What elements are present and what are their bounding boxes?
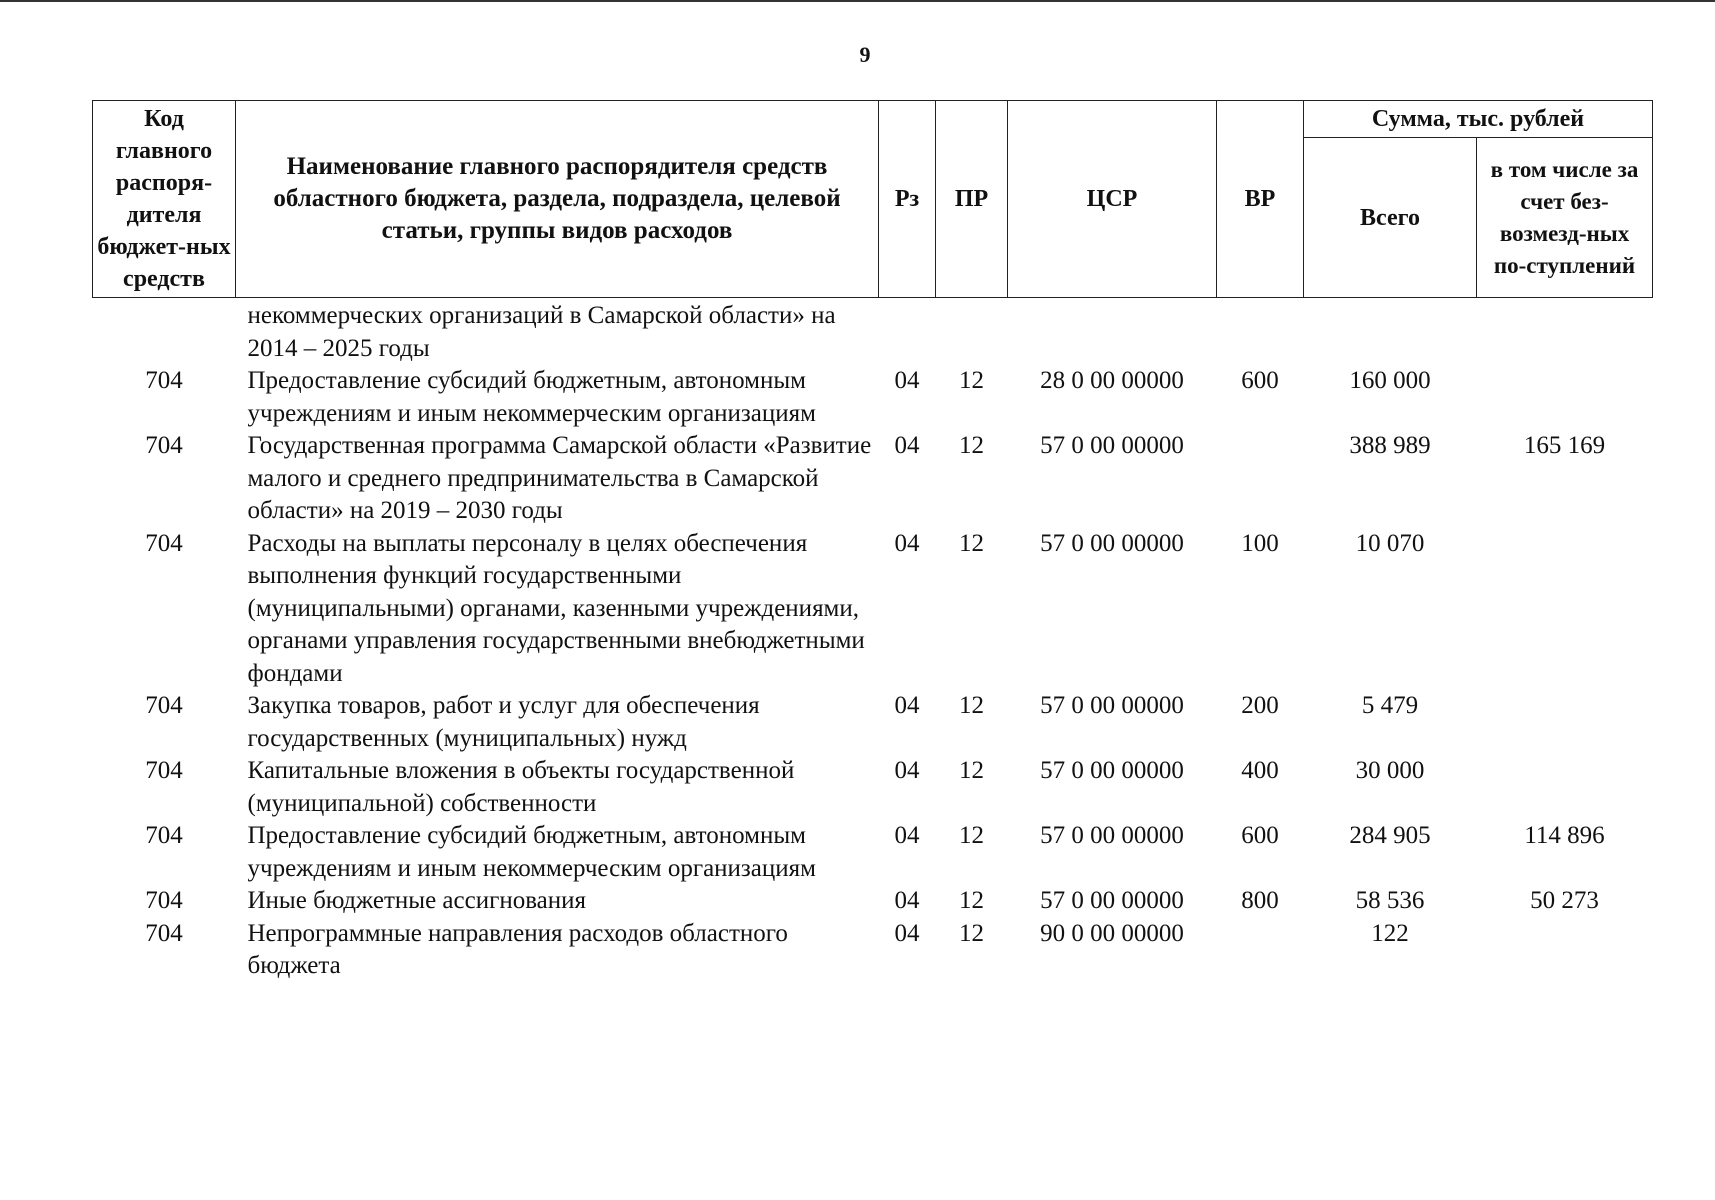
header-name: Наименование главного распорядителя средств областного бюджета, раздела, подраздела, целевой статьи, группы видов расходов xyxy=(236,101,879,298)
cell-pr: 12 xyxy=(959,367,984,394)
cell-free: 165 169 xyxy=(1523,432,1606,459)
budget-table xyxy=(92,100,1653,983)
cell-vr xyxy=(1217,430,1304,528)
header-csr: ЦСР xyxy=(1008,101,1217,298)
cell-rz: 04 xyxy=(894,367,920,394)
cell-total: 388 989 xyxy=(1349,432,1431,459)
cell-rz: 04 xyxy=(894,919,920,947)
table-row xyxy=(93,820,1653,885)
cell-code: 704 xyxy=(145,887,183,914)
table-row xyxy=(93,755,1653,820)
cell-free xyxy=(1477,690,1653,755)
cell-total xyxy=(1304,298,1477,366)
cell-csr: 28 0 00 00000 xyxy=(1040,367,1184,394)
cell-code: 704 xyxy=(145,529,183,557)
cell-code: 704 xyxy=(145,822,183,849)
cell-csr: 57 0 00 00000 xyxy=(1040,822,1184,849)
cell-total: 30 000 xyxy=(1355,757,1425,784)
header-total: Всего xyxy=(1304,138,1477,298)
cell-free xyxy=(1477,528,1653,691)
table-row xyxy=(93,365,1653,430)
table-body xyxy=(93,298,1653,983)
cell-total: 58 536 xyxy=(1355,887,1425,914)
cell-pr: 12 xyxy=(959,757,984,784)
cell-name: Иные бюджетные ассигнования xyxy=(247,887,587,914)
cell-csr: 57 0 00 00000 xyxy=(1040,887,1184,914)
page-top-rule xyxy=(0,0,1715,2)
cell-code: 704 xyxy=(145,692,183,719)
cell-vr: 600 xyxy=(1241,367,1279,394)
cell-vr: 800 xyxy=(1241,887,1279,914)
table-header xyxy=(93,101,1653,298)
cell-free: 50 273 xyxy=(1530,887,1599,914)
header-rz: Рз xyxy=(879,101,936,298)
cell-total: 160 000 xyxy=(1349,367,1431,394)
cell-rz: 04 xyxy=(894,432,920,459)
cell-csr: 90 0 00 00000 xyxy=(1040,919,1184,947)
cell-code: 704 xyxy=(145,367,183,394)
cell-name: Непрограммные направления расходов областного бюджета xyxy=(247,919,788,979)
cell-pr: 12 xyxy=(959,887,984,914)
cell-pr xyxy=(936,298,1008,366)
cell-code xyxy=(93,298,236,366)
cell-rz xyxy=(879,298,936,366)
cell-pr: 12 xyxy=(959,432,984,459)
cell-code: 704 xyxy=(145,432,183,459)
cell-name: Предоставление субсидий бюджетным, автономным учреждениям и иным некоммерческим организациям xyxy=(247,367,816,427)
cell-vr: 400 xyxy=(1241,757,1279,784)
cell-pr: 12 xyxy=(959,822,984,849)
table-row xyxy=(93,430,1653,528)
cell-name: Капитальные вложения в объекты государственной (муниципальной) собственности xyxy=(247,757,795,817)
header-sum: Сумма, тыс. рублей xyxy=(1304,101,1653,138)
cell-vr: 200 xyxy=(1241,692,1279,719)
cell-free: 114 896 xyxy=(1524,822,1605,849)
cell-rz: 04 xyxy=(894,822,920,849)
table-row xyxy=(93,298,1653,366)
table-row xyxy=(93,528,1653,691)
cell-vr xyxy=(1217,918,1304,983)
cell-code: 704 xyxy=(145,919,183,947)
cell-free xyxy=(1477,298,1653,366)
cell-free xyxy=(1477,365,1653,430)
cell-rz: 04 xyxy=(894,692,920,719)
page-number: 9 xyxy=(859,42,871,67)
table-row xyxy=(93,690,1653,755)
cell-name: Расходы на выплаты персоналу в целях обеспечения выполнения функций государственными (муниципальными) органами, казенными учреждениями, органами управления государственными внебюджетными фондами xyxy=(247,529,865,687)
cell-code: 704 xyxy=(145,757,183,784)
cell-total: 122 xyxy=(1371,919,1409,947)
header-vr: ВР xyxy=(1217,101,1304,298)
cell-csr: 57 0 00 00000 xyxy=(1040,692,1184,719)
table-row xyxy=(93,918,1653,983)
cell-pr: 12 xyxy=(959,529,984,557)
cell-csr: 57 0 00 00000 xyxy=(1040,757,1184,784)
cell-pr: 12 xyxy=(959,919,984,947)
cell-free xyxy=(1477,755,1653,820)
cell-csr: 57 0 00 00000 xyxy=(1040,432,1184,459)
table-row xyxy=(93,885,1653,918)
cell-free xyxy=(1477,918,1653,983)
cell-total: 5 479 xyxy=(1361,692,1419,719)
cell-name: Предоставление субсидий бюджетным, автономным учреждениям и иным некоммерческим организациям xyxy=(247,822,816,882)
cell-vr: 600 xyxy=(1241,822,1279,849)
cell-name: некоммерческих организаций в Самарской области» на 2014 – 2025 годы xyxy=(247,302,836,362)
cell-rz: 04 xyxy=(894,887,920,914)
cell-vr xyxy=(1217,298,1304,366)
cell-rz: 04 xyxy=(894,529,920,557)
cell-total: 284 905 xyxy=(1349,822,1431,849)
cell-name: Закупка товаров, работ и услуг для обеспечения государственных (муниципальных) нужд xyxy=(247,692,760,752)
cell-rz: 04 xyxy=(894,757,920,784)
cell-csr xyxy=(1008,298,1217,366)
header-pr: ПР xyxy=(936,101,1008,298)
cell-name: Государственная программа Самарской области «Развитие малого и среднего предпринимательства в Самарской области» на 2019 – 2030 годы xyxy=(247,432,872,524)
cell-total: 10 070 xyxy=(1355,529,1425,557)
header-free: в том числе за счет без-возмезд-ных по-ступлений xyxy=(1477,138,1653,298)
cell-vr: 100 xyxy=(1241,529,1279,557)
header-code: Код главного распоря-дителя бюджет-ных средств xyxy=(93,101,236,298)
cell-csr: 57 0 00 00000 xyxy=(1040,529,1184,557)
cell-pr: 12 xyxy=(959,692,984,719)
